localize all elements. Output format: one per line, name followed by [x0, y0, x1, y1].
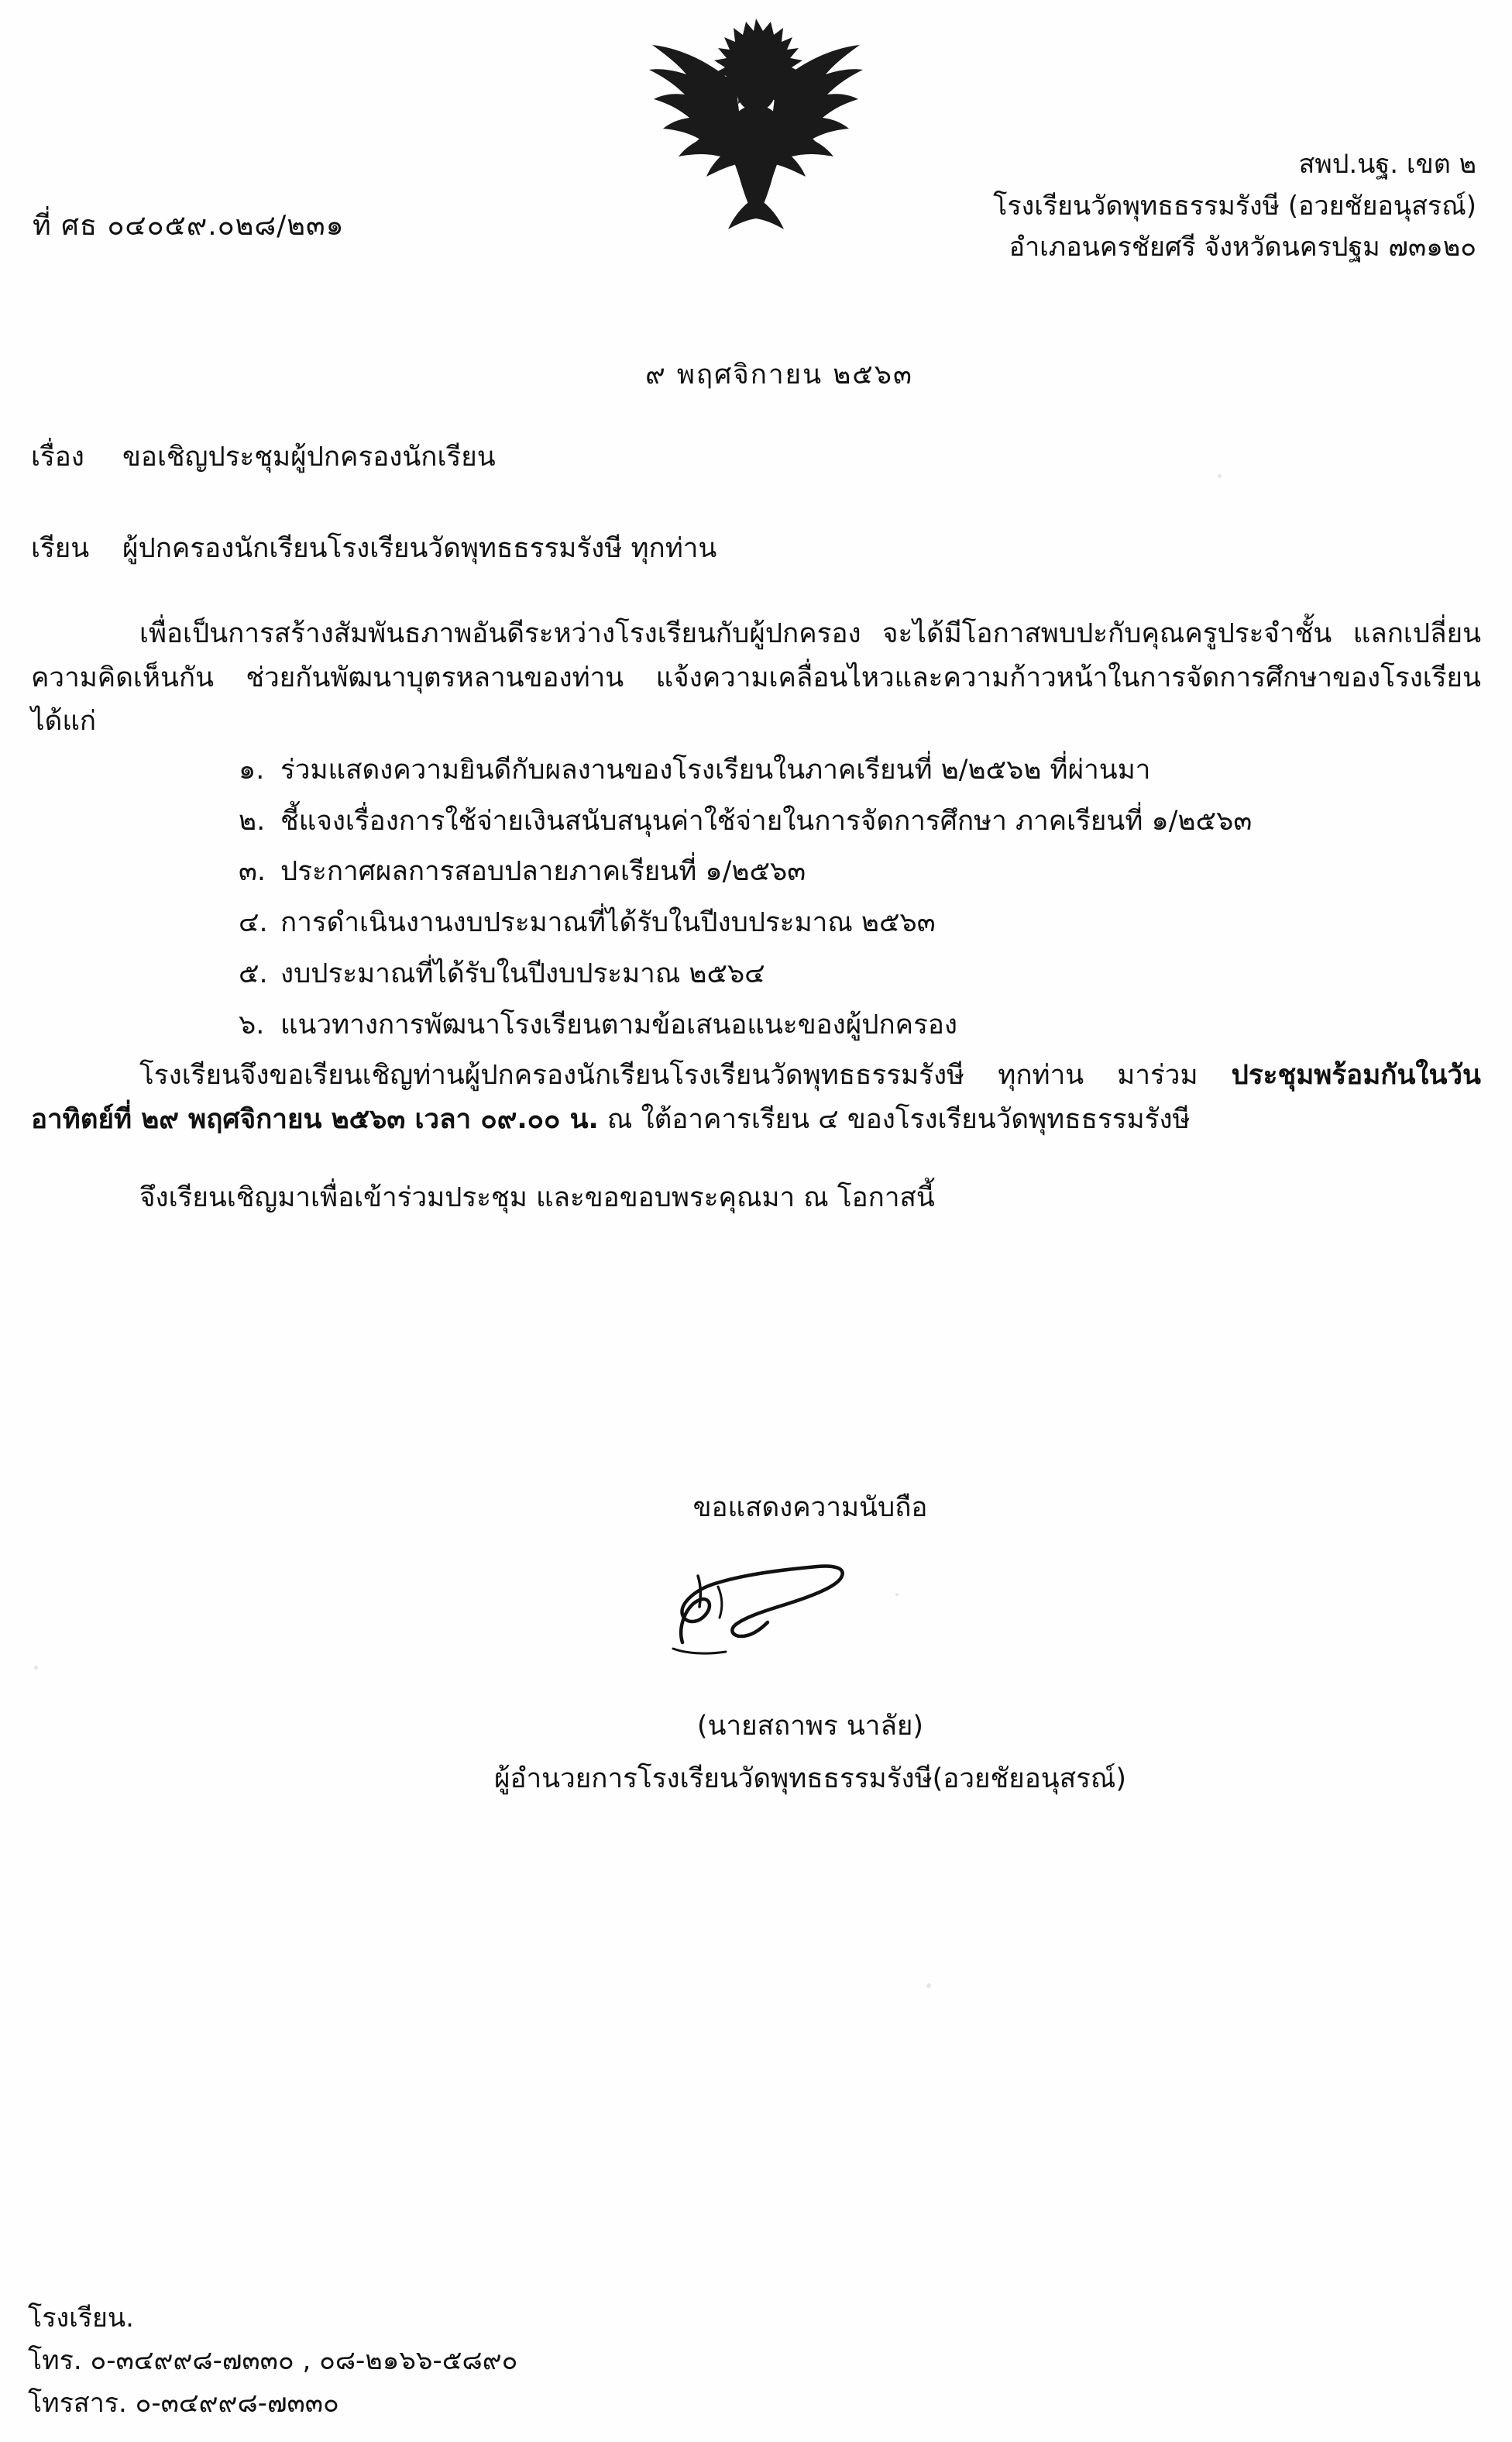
subject-value: ขอเชิญประชุมผู้ปกครองนักเรียน [122, 442, 496, 473]
list-item-text: ร่วมแสดงความยินดีกับผลงานของโรงเรียนในภาคเรียนที่ ๒/๒๕๖๒ ที่ผ่านมา [280, 755, 1151, 786]
signer-title [0, 1757, 1512, 1800]
list-item [239, 901, 1481, 945]
list-item-number: ๖. [239, 1009, 265, 1040]
scan-speckle [895, 1593, 899, 1596]
letter-body [31, 612, 1481, 1219]
footer-line-1: โรงเรียน. [28, 2302, 134, 2334]
regards-text: ขอแสดงความนับถือ [692, 1492, 928, 1523]
footer-contact [28, 2297, 517, 2425]
organization-block [993, 144, 1476, 269]
invitation-datetime: ประชุมพร้อมกันในวันอาทิตย์ที่ ๒๙ พฤศจิกายน ๒๕๖๓ เวลา ๐๙.๐๐ น. [31, 1060, 1481, 1135]
list-item [239, 800, 1481, 844]
list-item-number: ๔. [239, 907, 268, 939]
education-area: สพป.นฐ. เขต ๒ [1298, 149, 1476, 180]
list-item-text: แนวทางการพัฒนาโรงเรียนตามข้อเสนอแนะของผู้ปกครอง [280, 1009, 957, 1040]
document-number: ที่ ศธ ๐๔๐๕๙.๐๒๘/๒๓๑ [33, 210, 345, 242]
signer-name [0, 1704, 1512, 1747]
list-item-text: งบประมาณที่ได้รับในปีงบประมาณ ๒๕๖๔ [280, 958, 765, 989]
list-item [239, 1003, 1481, 1047]
subject-row [31, 435, 496, 478]
invitation-tail: ณ ใต้อาคารเรียน ๔ ของโรงเรียนวัดพุทธธรรมรังษี [598, 1103, 1191, 1135]
scan-speckle [1218, 474, 1222, 478]
invitation-paragraph [31, 1054, 1481, 1141]
recipient-value: ผู้ปกครองนักเรียนโรงเรียนวัดพุทธธรรมรังษี ทุกท่าน [122, 533, 717, 564]
list-item [239, 850, 1481, 894]
recipient-row [31, 527, 716, 569]
list-item-text: ประกาศผลการสอบปลายภาคเรียนที่ ๑/๒๕๖๓ [280, 856, 806, 888]
regards-line [0, 1486, 1512, 1529]
signer-title-text: ผู้อำนวยการโรงเรียนวัดพุทธธรรมรังษี(อวยชัยอนุสรณ์) [493, 1763, 1126, 1794]
list-item [239, 748, 1481, 793]
footer-line-2: โทร. ๐-๓๔๙๙๘-๗๓๓๐ , ๐๘-๒๑๖๖-๕๘๙๐ [28, 2344, 518, 2376]
date-text: ๙ พฤศจิกายน ๒๕๖๓ [645, 359, 913, 390]
scan-speckle [926, 1983, 931, 1988]
list-item [239, 952, 1481, 996]
list-item-number: ๑. [239, 755, 265, 786]
list-item-number: ๒. [239, 805, 266, 837]
document-date [0, 353, 1512, 396]
list-item-text: การดำเนินงานงบประมาณที่ได้รับในปีงบประมาณ ๒๕๖๓ [280, 907, 936, 939]
handwritten-signature [597, 1549, 915, 1673]
list-item-text: ชี้แจงเรื่องการใช้จ่ายเงินสนับสนุนค่าใช้จ่ายในการจัดการศึกษา ภาคเรียนที่ ๑/๒๕๖๓ [280, 805, 1253, 837]
agenda-list [31, 748, 1481, 1047]
school-address: อำเภอนครชัยศรี จังหวัดนครปฐม ๗๓๑๒๐ [1009, 232, 1476, 263]
garuda-emblem [640, 14, 872, 239]
scan-speckle [34, 1666, 38, 1670]
list-item-number: ๕. [239, 958, 268, 989]
school-name: โรงเรียนวัดพุทธธรรมรังษี (อวยชัยอนุสรณ์) [993, 190, 1476, 222]
list-item-number: ๓. [239, 856, 266, 888]
signer-name-text: (นายสถาพร นาลัย) [696, 1711, 924, 1742]
subject-label: เรื่อง [31, 442, 84, 473]
closing-paragraph: จึงเรียนเชิญมาเพื่อเข้าร่วมประชุม และขอขอบพระคุณมา ณ โอกาสนี้ [139, 1181, 935, 1213]
footer-line-3: โทรสาร. ๐-๓๔๙๙๘-๗๓๓๐ [28, 2387, 339, 2419]
invitation-lead: โรงเรียนจึงขอเรียนเชิญท่านผู้ปกครองนักเรียนโรงเรียนวัดพุทธธรรมรังษี ทุกท่าน มาร่วม [139, 1060, 1198, 1092]
recipient-label: เรียน [31, 533, 90, 564]
body-intro: เพื่อเป็นการสร้างสัมพันธภาพอันดีระหว่างโรงเรียนกับผู้ปกครอง จะได้มีโอกาสพบปะกับคุณครูประจำชั้น แลกเปลี่ยนความคิดเห็นกัน ช่วยกันพัฒนาบุตรหลานของท่าน แจ้งความเคลื่อนไหวและความก้าวหน้าในการจัดการศึกษาของโรงเรียน ได้แก่ [31, 618, 1481, 738]
